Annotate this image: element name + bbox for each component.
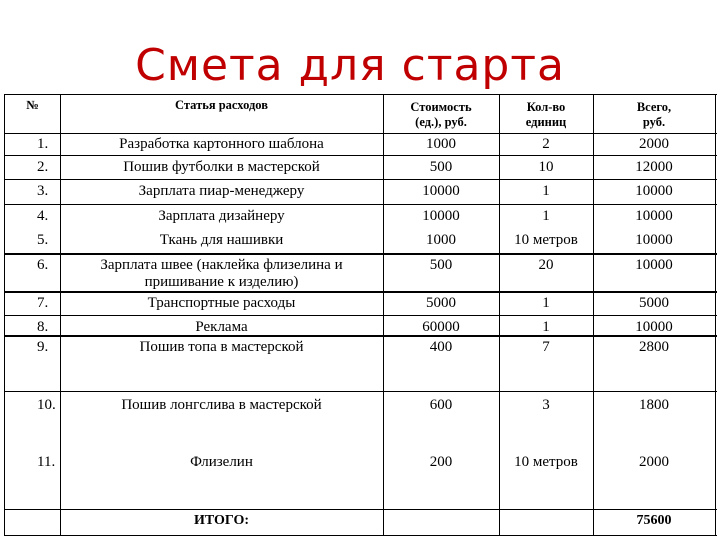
row-qty: 1 xyxy=(542,319,550,335)
row-divider xyxy=(5,155,717,156)
row-num: 9. xyxy=(37,339,49,355)
row-cost: 5000 xyxy=(426,295,456,311)
row-total: 1800 xyxy=(639,397,669,413)
row-total: 10000 xyxy=(635,183,673,199)
header-item: Статья расходов xyxy=(175,98,268,112)
row-divider xyxy=(5,204,717,205)
page-title: Смета для старта xyxy=(135,40,565,91)
row-total: 12000 xyxy=(635,159,673,175)
row-cost: 400 xyxy=(429,339,453,355)
row-divider xyxy=(5,179,717,180)
row-num: 2. xyxy=(37,159,49,175)
row-cost: 500 xyxy=(429,257,453,273)
row-divider xyxy=(5,315,717,316)
row-num: 10. xyxy=(37,397,56,413)
row-divider xyxy=(5,391,717,392)
row-qty: 1 xyxy=(542,208,550,224)
row-cost: 500 xyxy=(429,159,453,175)
row-cost: 1000 xyxy=(426,136,456,152)
row-cost: 10000 xyxy=(422,208,460,224)
row-qty: 2 xyxy=(542,136,550,152)
row-num: 3. xyxy=(37,183,49,199)
header-num: № xyxy=(26,98,39,112)
row-divider xyxy=(5,535,717,536)
row-total: 2000 xyxy=(639,454,669,470)
row-qty: 1 xyxy=(542,295,550,311)
row-divider xyxy=(5,509,717,510)
row-cost: 1000 xyxy=(426,232,456,248)
row-qty: 10 метров xyxy=(514,232,578,248)
row-total: 10000 xyxy=(635,232,673,248)
row-item: Зарплата дизайнеру xyxy=(158,208,285,224)
row-num: 1. xyxy=(37,136,49,152)
row-num: 11. xyxy=(37,454,56,470)
header-total: Всего, руб. xyxy=(636,100,672,129)
row-item: Транспортные расходы xyxy=(147,295,296,311)
row-num: 4. xyxy=(37,208,49,224)
row-total: 10000 xyxy=(635,208,673,224)
row-divider xyxy=(5,253,717,255)
row-qty: 7 xyxy=(542,339,550,355)
budget-table xyxy=(4,94,717,536)
row-item: Реклама xyxy=(195,319,248,335)
row-num: 6. xyxy=(37,257,49,273)
row-qty: 1 xyxy=(542,183,550,199)
row-item: Зарплата пиар-менеджеру xyxy=(138,183,305,199)
row-item: Ткань для нашивки xyxy=(159,232,284,248)
row-qty: 3 xyxy=(542,397,550,413)
grand-total: 75600 xyxy=(636,513,672,528)
row-qty: 10 метров xyxy=(514,454,578,470)
row-num: 7. xyxy=(37,295,49,311)
row-item: Флизелин xyxy=(190,454,253,470)
row-item: Пошив топа в мастерской xyxy=(139,339,304,355)
row-divider xyxy=(5,291,717,293)
row-item: Пошив футболки в мастерской xyxy=(123,159,320,175)
row-item: Пошив лонгслива в мастерской xyxy=(121,397,322,413)
row-total: 10000 xyxy=(635,257,673,273)
row-num: 8. xyxy=(37,319,49,335)
row-total: 2000 xyxy=(639,136,669,152)
row-cost: 10000 xyxy=(422,183,460,199)
row-total: 2800 xyxy=(639,339,669,355)
total-label: ИТОГО: xyxy=(193,513,250,528)
row-cost: 60000 xyxy=(422,319,460,335)
row-total: 10000 xyxy=(635,319,673,335)
row-item: Зарплата швее (наклейка флизелина и пришивание к изделию) xyxy=(100,257,343,290)
row-qty: 10 xyxy=(538,159,554,175)
row-qty: 20 xyxy=(538,257,554,273)
row-divider xyxy=(5,133,717,134)
header-qty: Кол-во единиц xyxy=(525,100,567,129)
header-cost: Стоимость (ед.), руб. xyxy=(410,100,472,129)
row-num: 5. xyxy=(37,232,49,248)
row-cost: 200 xyxy=(429,454,453,470)
row-cost: 600 xyxy=(429,397,453,413)
row-item: Разработка картонного шаблона xyxy=(119,136,324,152)
row-total: 5000 xyxy=(639,295,669,311)
